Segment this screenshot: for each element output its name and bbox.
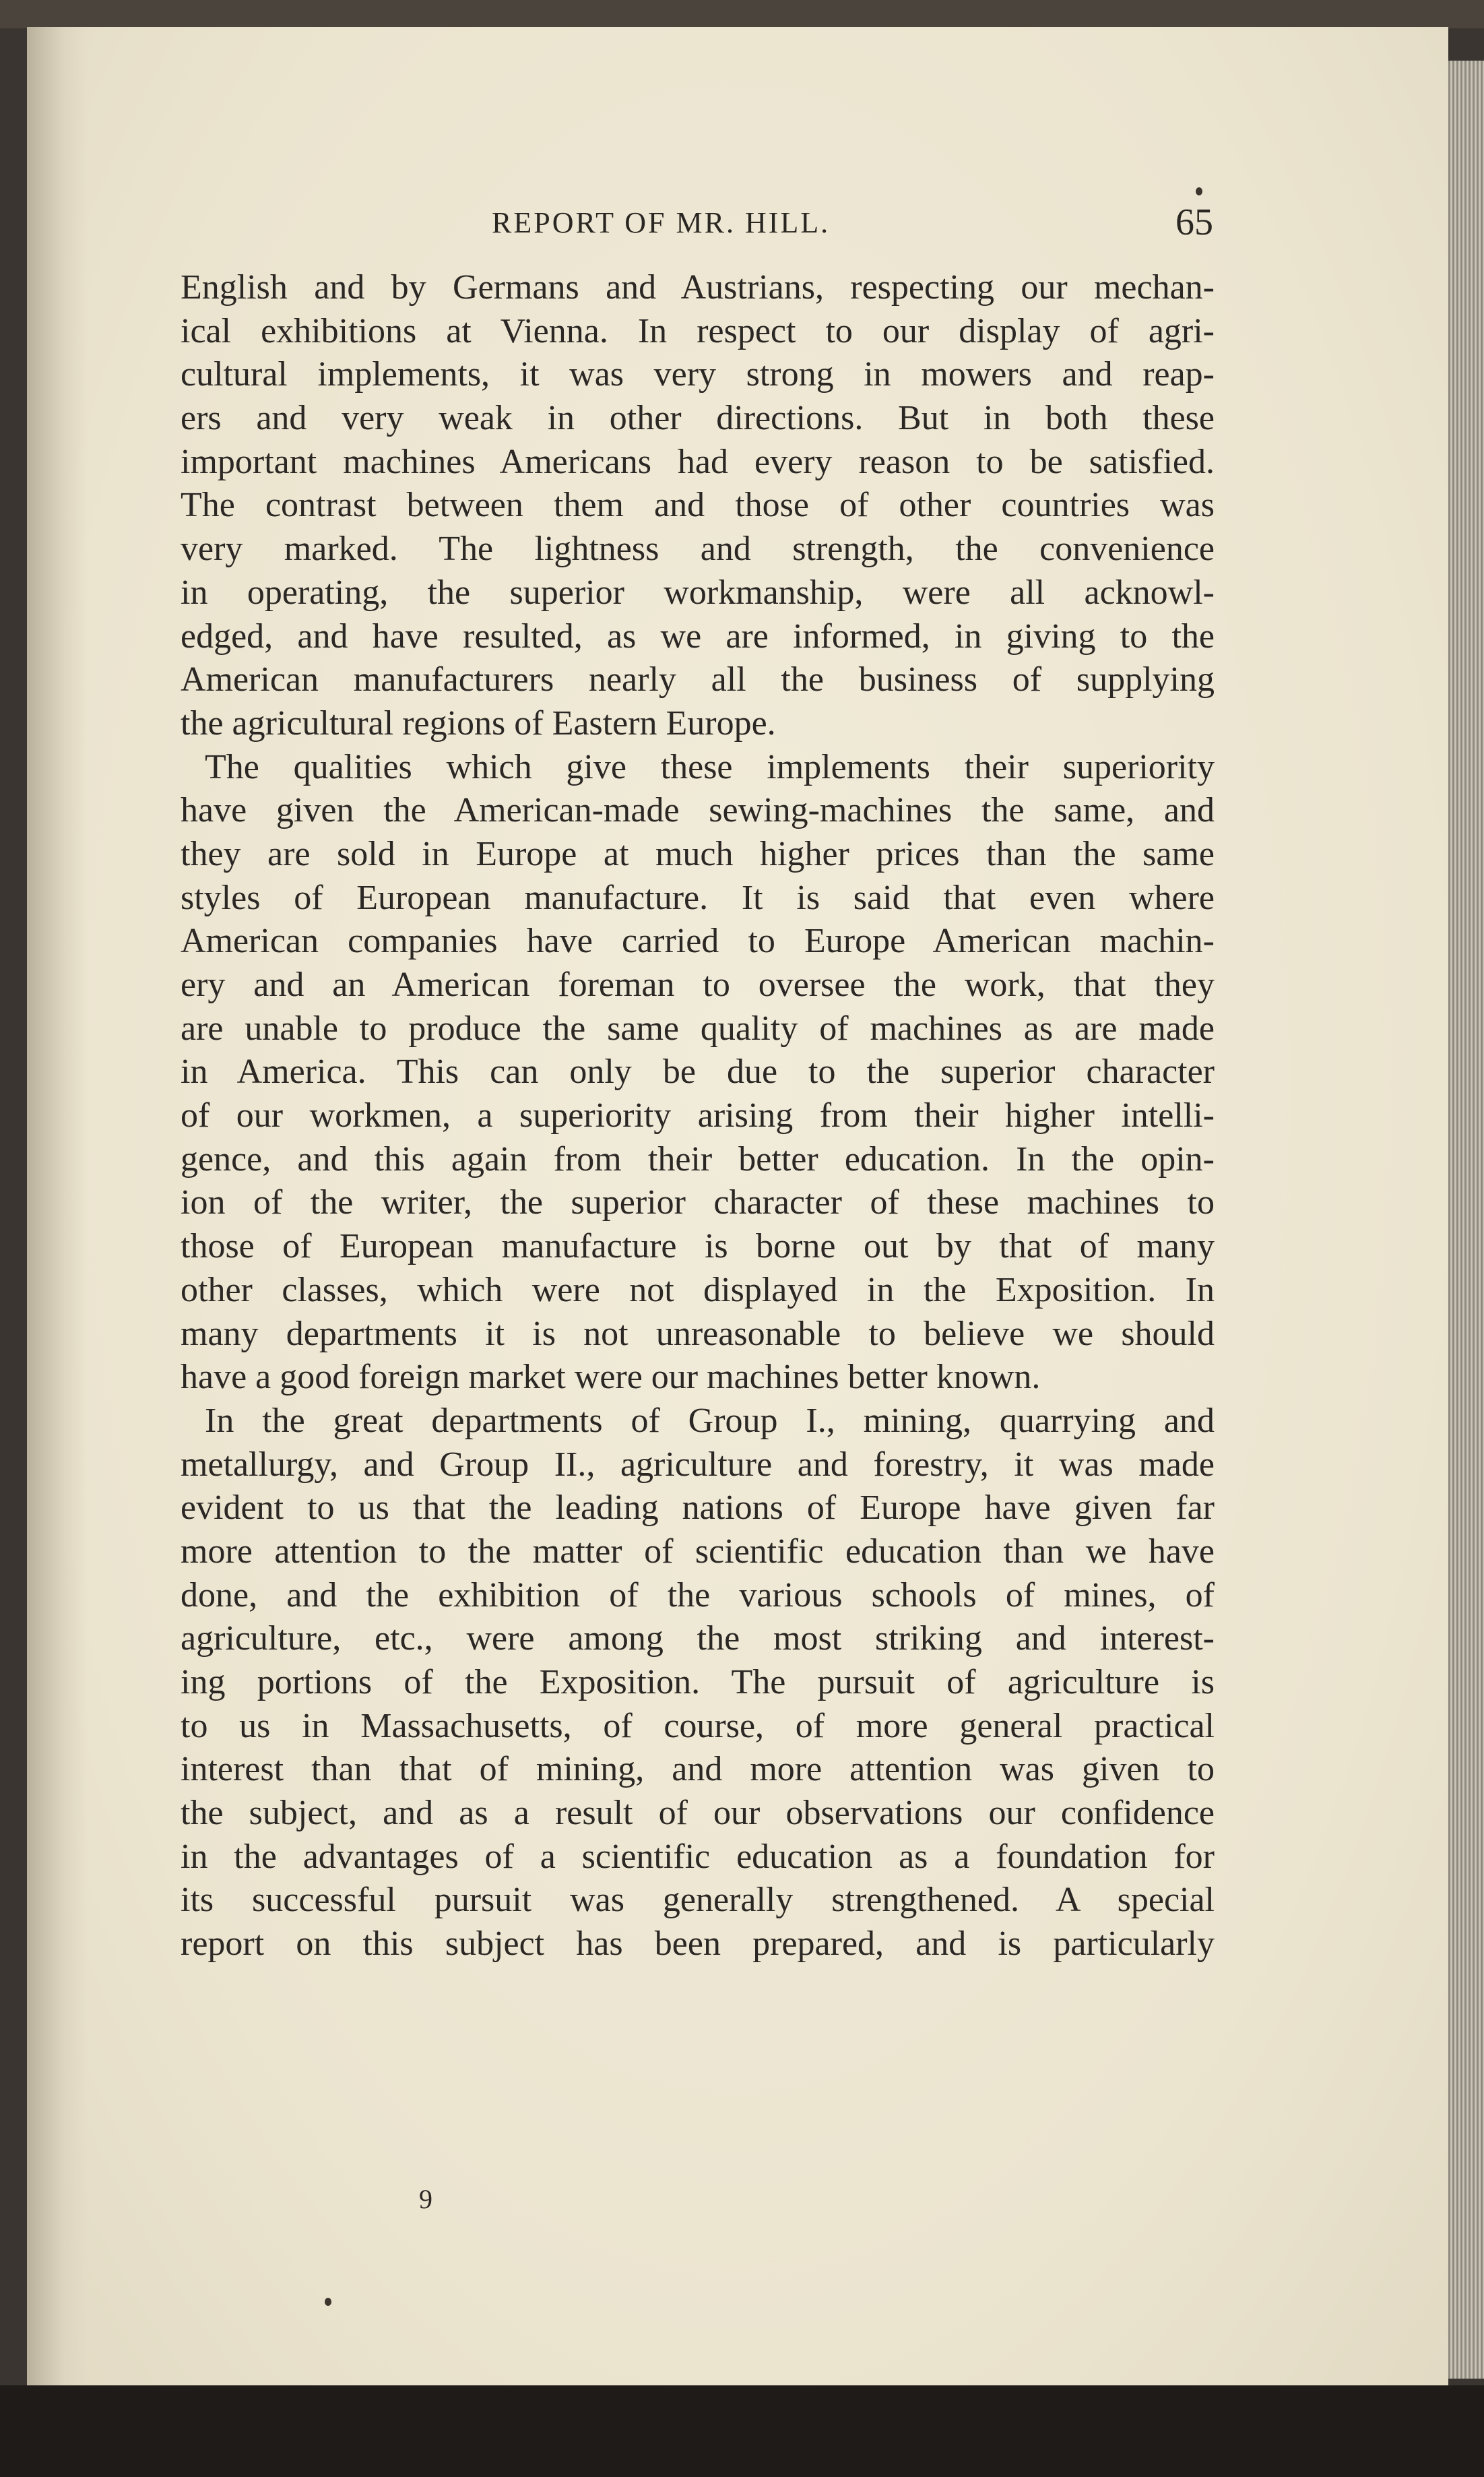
text-line: American companies have carried to Europe American machin- xyxy=(181,922,1215,961)
text-line: American manufacturers nearly all the business of supplying xyxy=(181,660,1215,699)
text-line: more attention to the matter of scientific education than we have xyxy=(181,1532,1215,1571)
text-line: the subject, and as a result of our observations our confidence xyxy=(181,1794,1215,1833)
ink-speck xyxy=(325,2298,331,2306)
text-line: The contrast between them and those of other countries was xyxy=(181,486,1215,525)
scan-top-border xyxy=(0,0,1484,28)
text-line: The qualities which give these implements their superiority xyxy=(205,747,1215,786)
text-line: in the advantages of a scientific education as a foundation for xyxy=(181,1837,1215,1876)
text-line: gence, and this again from their better education. In the opin- xyxy=(181,1139,1215,1179)
text-line: in America. This can only be due to the superior character xyxy=(181,1053,1215,1092)
text-line: ion of the writer, the superior character of these machines to xyxy=(181,1183,1215,1222)
text-line: very marked. The lightness and strength, the convenience xyxy=(181,530,1215,569)
text-line: metallurgy, and Group II., agriculture and forestry, it was made xyxy=(181,1445,1215,1484)
text-line: of our workmen, a superiority arising from their higher intelli- xyxy=(181,1096,1215,1135)
text-line: in operating, the superior workmanship, were all acknowl- xyxy=(181,573,1215,612)
text-line: its successful pursuit was generally strengthened. A special xyxy=(181,1881,1215,1920)
text-line: styles of European manufacture. It is said that even where xyxy=(181,878,1215,917)
text-line: cultural implements, it was very strong in mowers and reap- xyxy=(181,355,1215,394)
page-gutter-shadow xyxy=(27,27,88,2385)
text-line: ery and an American foreman to oversee the work, that they xyxy=(181,966,1215,1004)
text-line: to us in Massachusetts, of course, of more general practical xyxy=(181,1706,1215,1745)
signature-mark: 9 xyxy=(419,2184,432,2214)
text-line: important machines Americans had every reason to be satisfied. xyxy=(181,442,1215,481)
text-line: many departments it is not unreasonable to believe we should xyxy=(181,1314,1215,1353)
page-edges xyxy=(1448,61,1484,2379)
text-line: other classes, which were not displayed in the Exposition. In xyxy=(181,1270,1215,1309)
text-line: report on this subject has been prepared, and is particularly xyxy=(181,1924,1215,1964)
text-line: done, and the exhibition of the various schools of mines, of xyxy=(181,1575,1215,1614)
page-number: 65 xyxy=(1175,201,1213,243)
text-line: ical exhibitions at Vienna. In respect to our display of agri- xyxy=(181,311,1215,350)
text-line: have a good foreign market were our machines better known. xyxy=(181,1358,1041,1397)
text-line: are unable to produce the same quality of machines as are made xyxy=(181,1009,1215,1048)
text-line: ers and very weak in other directions. But in both these xyxy=(181,399,1215,438)
ink-speck xyxy=(1196,187,1202,195)
text-line: they are sold in Europe at much higher prices than the same xyxy=(181,834,1215,873)
body-text xyxy=(181,266,1215,1966)
text-line: English and by Germans and Austrians, respecting our mechan- xyxy=(181,268,1215,307)
text-line: interest than that of mining, and more attention was given to xyxy=(181,1750,1215,1789)
running-title: REPORT OF MR. HILL. xyxy=(492,206,831,239)
scan-bottom-border xyxy=(0,2385,1484,2477)
text-line: edged, and have resulted, as we are informed, in giving to the xyxy=(181,617,1215,656)
text-line: evident to us that the leading nations of Europe have given far xyxy=(181,1488,1215,1528)
text-line: agriculture, etc., were among the most striking and interest- xyxy=(181,1619,1215,1658)
text-line: have given the American-made sewing-machines the same, and xyxy=(181,791,1215,830)
text-line: the agricultural regions of Eastern Europe. xyxy=(181,703,776,743)
text-line: those of European manufacture is borne out by that of many xyxy=(181,1227,1215,1266)
text-line: In the great departments of Group I., mining, quarrying and xyxy=(205,1401,1215,1440)
text-line: ing portions of the Exposition. The pursuit of agriculture is xyxy=(181,1663,1215,1701)
